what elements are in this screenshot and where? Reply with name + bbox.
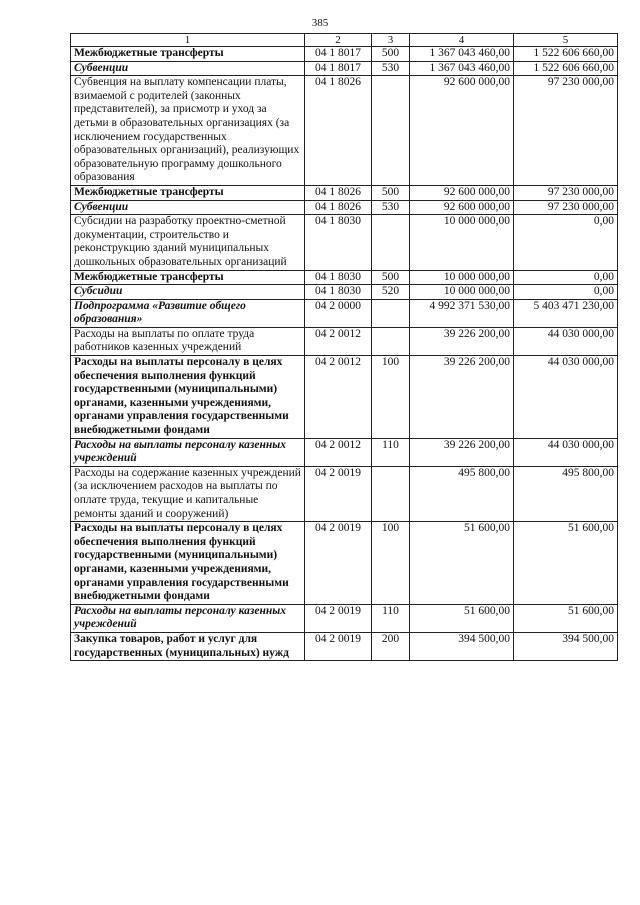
row-code: 04 2 0012	[305, 438, 372, 466]
row-amount-col-4: 39 226 200,00	[410, 438, 514, 466]
header-col-1: 1	[71, 34, 305, 47]
row-name: Расходы на выплаты персоналу казенных учреждений	[71, 438, 305, 466]
table-row	[71, 438, 618, 466]
row-code: 04 1 8030	[305, 215, 372, 270]
row-expense-type: 100	[372, 356, 410, 439]
row-expense-type	[372, 299, 410, 327]
table-row	[71, 632, 618, 660]
row-amount-col-4: 10 000 000,00	[410, 285, 514, 300]
row-name: Межбюджетные трансферты	[71, 270, 305, 285]
row-amount-col-4: 92 600 000,00	[410, 76, 514, 186]
table-row	[71, 185, 618, 200]
row-amount-col-5: 44 030 000,00	[514, 356, 618, 439]
table-row	[71, 604, 618, 632]
table-row	[71, 76, 618, 186]
row-amount-col-5: 0,00	[514, 215, 618, 270]
table-row	[71, 61, 618, 76]
header-col-2: 2	[305, 34, 372, 47]
row-amount-col-4: 39 226 200,00	[410, 327, 514, 355]
row-amount-col-5: 44 030 000,00	[514, 327, 618, 355]
row-amount-col-4: 4 992 371 530,00	[410, 299, 514, 327]
row-amount-col-4: 39 226 200,00	[410, 356, 514, 439]
row-name: Расходы на содержание казенных учреждений (за исключением расходов на выплаты по оплате труда, текущие и капитальные ремонты зданий и сооружений)	[71, 466, 305, 521]
row-amount-col-4: 51 600,00	[410, 604, 514, 632]
row-amount-col-4: 1 367 043 460,00	[410, 47, 514, 62]
row-code: 04 2 0019	[305, 522, 372, 605]
row-expense-type	[372, 327, 410, 355]
row-amount-col-5: 97 230 000,00	[514, 76, 618, 186]
row-amount-col-4: 92 600 000,00	[410, 200, 514, 215]
row-amount-col-5: 97 230 000,00	[514, 200, 618, 215]
table-body	[71, 47, 618, 661]
row-amount-col-4: 10 000 000,00	[410, 270, 514, 285]
row-amount-col-4: 92 600 000,00	[410, 185, 514, 200]
row-expense-type	[372, 466, 410, 521]
row-expense-type: 520	[372, 285, 410, 300]
row-name: Субсидии	[71, 285, 305, 300]
row-name: Межбюджетные трансферты	[71, 185, 305, 200]
row-code: 04 1 8017	[305, 61, 372, 76]
row-code: 04 1 8030	[305, 270, 372, 285]
table-header-row	[71, 34, 618, 47]
row-expense-type	[372, 76, 410, 186]
table-row	[71, 47, 618, 62]
row-expense-type: 100	[372, 522, 410, 605]
row-expense-type: 110	[372, 604, 410, 632]
row-code: 04 1 8017	[305, 47, 372, 62]
row-amount-col-4: 495 800,00	[410, 466, 514, 521]
row-code: 04 2 0000	[305, 299, 372, 327]
row-name: Закупка товаров, работ и услуг для государственных (муниципальных) нужд	[71, 632, 305, 660]
table-row	[71, 522, 618, 605]
row-code: 04 2 0012	[305, 356, 372, 439]
row-expense-type	[372, 215, 410, 270]
row-code: 04 2 0019	[305, 466, 372, 521]
row-expense-type: 500	[372, 185, 410, 200]
row-name: Субвенции	[71, 61, 305, 76]
row-amount-col-5: 97 230 000,00	[514, 185, 618, 200]
table-row	[71, 327, 618, 355]
row-amount-col-4: 51 600,00	[410, 522, 514, 605]
header-col-3: 3	[372, 34, 410, 47]
table-row	[71, 215, 618, 270]
row-name: Субсидии на разработку проектно-сметной документации, строительство и реконструкцию зданий муниципальных дошкольных образовательных организаций	[71, 215, 305, 270]
row-name: Подпрограмма «Развитие общего образования»	[71, 299, 305, 327]
table-row	[71, 299, 618, 327]
row-code: 04 2 0012	[305, 327, 372, 355]
row-name: Субвенции	[71, 200, 305, 215]
header-col-4: 4	[410, 34, 514, 47]
row-code: 04 1 8026	[305, 200, 372, 215]
row-name: Расходы на выплаты персоналу в целях обеспечения выполнения функций государственными (муниципальными) органами, казенными учреждениями, органами управления государственными внебюджетными фондами	[71, 356, 305, 439]
budget-table	[70, 33, 618, 661]
row-name: Расходы на выплаты персоналу казенных учреждений	[71, 604, 305, 632]
row-amount-col-5: 495 800,00	[514, 466, 618, 521]
row-amount-col-5: 0,00	[514, 270, 618, 285]
row-amount-col-5: 1 522 606 660,00	[514, 47, 618, 62]
table-row	[71, 356, 618, 439]
row-code: 04 1 8026	[305, 76, 372, 186]
row-code: 04 2 0019	[305, 604, 372, 632]
row-amount-col-5: 51 600,00	[514, 522, 618, 605]
row-amount-col-4: 1 367 043 460,00	[410, 61, 514, 76]
table-row	[71, 466, 618, 521]
row-amount-col-5: 5 403 471 230,00	[514, 299, 618, 327]
row-name: Межбюджетные трансферты	[71, 47, 305, 62]
row-code: 04 2 0019	[305, 632, 372, 660]
header-col-5: 5	[514, 34, 618, 47]
row-amount-col-5: 51 600,00	[514, 604, 618, 632]
table-row	[71, 285, 618, 300]
row-name: Расходы на выплаты персоналу в целях обеспечения выполнения функций государственными (муниципальными) органами, казенными учреждениями, органами управления государственными внебюджетными фондами	[71, 522, 305, 605]
row-amount-col-5: 1 522 606 660,00	[514, 61, 618, 76]
row-amount-col-5: 44 030 000,00	[514, 438, 618, 466]
row-name: Субвенция на выплату компенсации платы, взимаемой с родителей (законных представителей), за присмотр и уход за детьми в образовательных организациях (за исключением государственных образовательных организаций), реализующих образовательную программу дошкольного образования	[71, 76, 305, 186]
table-row	[71, 270, 618, 285]
row-amount-col-5: 0,00	[514, 285, 618, 300]
row-expense-type: 500	[372, 270, 410, 285]
row-code: 04 1 8026	[305, 185, 372, 200]
row-expense-type: 110	[372, 438, 410, 466]
row-amount-col-4: 394 500,00	[410, 632, 514, 660]
table-row	[71, 200, 618, 215]
row-amount-col-5: 394 500,00	[514, 632, 618, 660]
row-expense-type: 200	[372, 632, 410, 660]
row-expense-type: 500	[372, 47, 410, 62]
row-name: Расходы на выплаты по оплате труда работников казенных учреждений	[71, 327, 305, 355]
row-expense-type: 530	[372, 61, 410, 76]
row-amount-col-4: 10 000 000,00	[410, 215, 514, 270]
row-expense-type: 530	[372, 200, 410, 215]
page-number: 385	[311, 17, 329, 29]
row-code: 04 1 8030	[305, 285, 372, 300]
